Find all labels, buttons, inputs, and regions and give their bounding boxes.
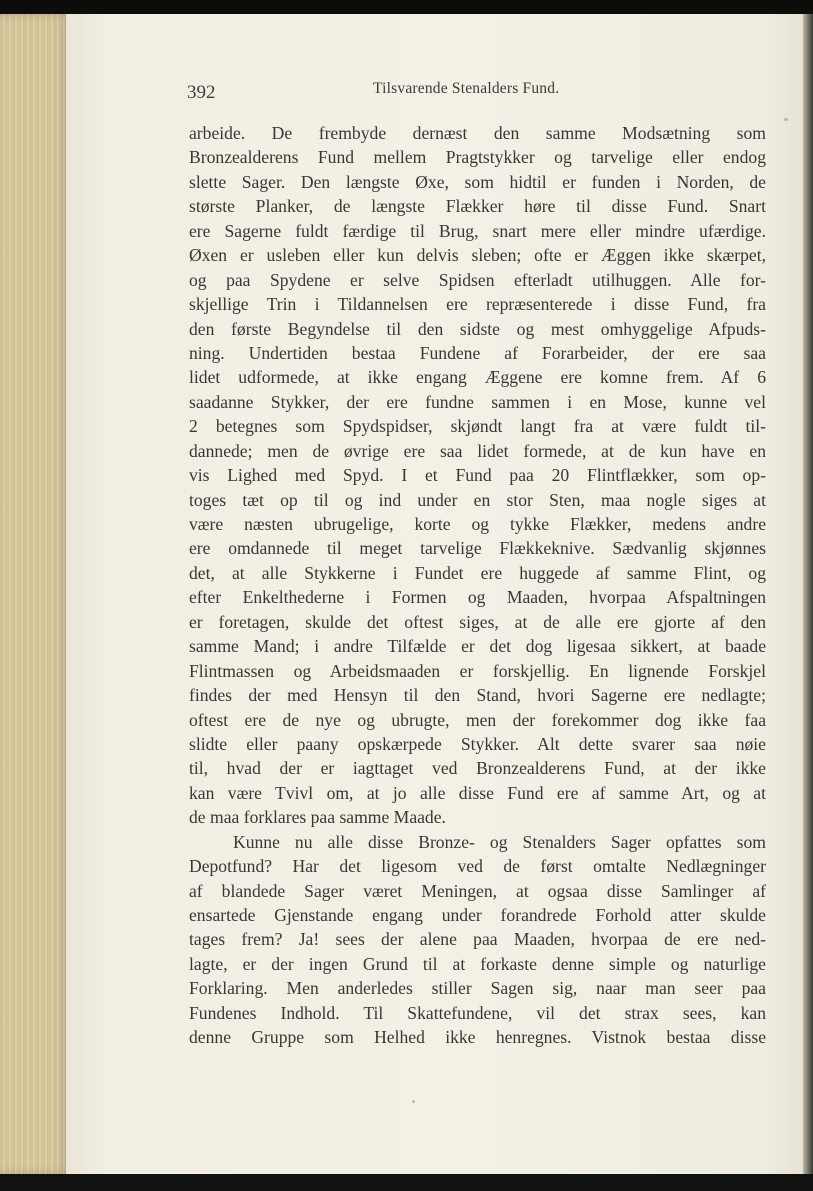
paragraph-end-line: de maa forklares paa samme Maade.: [189, 807, 446, 828]
text-line: ensartede Gjenstande engang under forandrede Forhold atter skulde: [189, 905, 766, 925]
text-line: ere Sagerne fuldt færdige til Brug, snart mere eller mindre ufærdige.: [189, 220, 766, 241]
scan-right-border: [803, 14, 813, 1174]
paper-speck: [412, 1100, 415, 1103]
scan-bottom-border: [0, 1174, 813, 1191]
text-line: ning. Undertiden bestaa Fundene af Forarbeider, der ere saa: [189, 342, 766, 363]
scan-top-border: [0, 0, 813, 14]
text-line: Fundenes Indhold. Til Skattefundene, vil det strax sees, kan: [189, 1002, 766, 1023]
text-line: det, at alle Stykkerne i Fundet ere huggede af samme Flint, og: [189, 562, 766, 583]
text-line: tages frem? Ja! sees der alene paa Maaden, hvorpaa de ere ned-: [189, 929, 766, 950]
text-line: slette Sager. Den længste Øxe, som hidtil er funden i Norden, de: [189, 171, 766, 192]
text-line: Øxen er usleben eller kun delvis sleben; ofte er Æggen ikke skærpet,: [189, 245, 766, 266]
text-line: arbeide. De frembyde dernæst den samme Modsætning som: [189, 123, 766, 143]
text-line: denne Gruppe som Helhed ikke henregnes. Vistnok bestaa disse: [189, 1027, 766, 1048]
text-line: ere omdannede til meget tarvelige Flækkeknive. Sædvanlig skjønnes: [189, 538, 766, 559]
text-line: største Planker, de længste Flækker høre til disse Fund. Snart: [189, 196, 766, 217]
text-line: samme Mand; i andre Tilfælde er det dog ligesaa sikkert, at baade: [189, 636, 766, 657]
running-head: Tilsvarende Stenalders Fund.: [373, 80, 560, 97]
text-line: dannede; men de øvrige ere saa lidet formede, at de kun have en: [189, 440, 766, 461]
text-line: og paa Spydene er selve Spidsen efterladt utilhuggen. Alle for-: [189, 269, 766, 290]
body-text: [189, 121, 766, 1050]
text-line: findes der med Hensyn til den Stand, hvori Sagerne ere nedlagte;: [189, 685, 766, 706]
text-line: oftest ere de nye og ubrugte, men der forekommer dog ikke faa: [189, 709, 766, 730]
text-line: efter Enkelthederne i Formen og Maaden, hvorpaa Afspaltningen: [189, 587, 766, 608]
text-line: Forklaring. Men anderledes stiller Sagen sig, naar man seer paa: [189, 978, 766, 999]
text-line: Bronzealderens Fund mellem Pragtstykker og tarvelige eller endog: [189, 147, 766, 168]
text-line: være næsten ubrugelige, korte og tykke Flækker, medens andre: [189, 514, 766, 534]
book-page-edges: [0, 14, 70, 1174]
text-line: den første Begyndelse til den sidste og mest omhyggelige Afpuds-: [189, 318, 766, 339]
paper-speck: [784, 118, 788, 121]
text-line: saadanne Stykker, der ere fundne sammen i en Mose, kunne vel: [189, 391, 766, 412]
page-number: 392: [187, 82, 216, 103]
text-line: Flintmassen og Arbeidsmaaden er forskjellig. En lignende Forskjel: [189, 660, 766, 681]
text-line: skjellige Trin i Tildannelsen ere repræsenterede i disse Fund, fra: [189, 294, 766, 315]
text-line: af blandede Sager været Meningen, at ogsaa disse Samlinger af: [189, 880, 766, 901]
text-line: Depotfund? Har det ligesom ved de først omtalte Nedlægninger: [189, 856, 766, 877]
text-line: til, hvad der er iagttaget ved Bronzealderens Fund, at der ikke: [189, 758, 766, 779]
text-line: lagte, er der ingen Grund til at forkaste denne simple og naturlige: [189, 953, 766, 974]
text-line: vis Lighed med Spyd. I et Fund paa 20 Flintflækker, som op-: [189, 465, 766, 486]
text-line: toges tæt op til og ind under en stor Sten, maa nogle siges at: [189, 489, 766, 510]
text-line: kan være Tvivl om, at jo alle disse Fund ere af samme Art, og at: [189, 782, 766, 803]
text-line: 2 betegnes som Spydspidser, skjøndt langt fra at være fuldt til-: [189, 416, 766, 437]
text-line: er foretagen, skulde det oftest siges, at de alle ere gjorte af den: [189, 611, 766, 632]
paragraph-start-line: Kunne nu alle disse Bronze- og Stenalders Sager opfattes som: [233, 831, 766, 852]
text-line: slidte eller paany opskærpede Stykker. Alt dette svarer saa nøie: [189, 733, 766, 754]
text-line: lidet udformede, at ikke engang Æggene ere komne frem. Af 6: [189, 367, 766, 388]
